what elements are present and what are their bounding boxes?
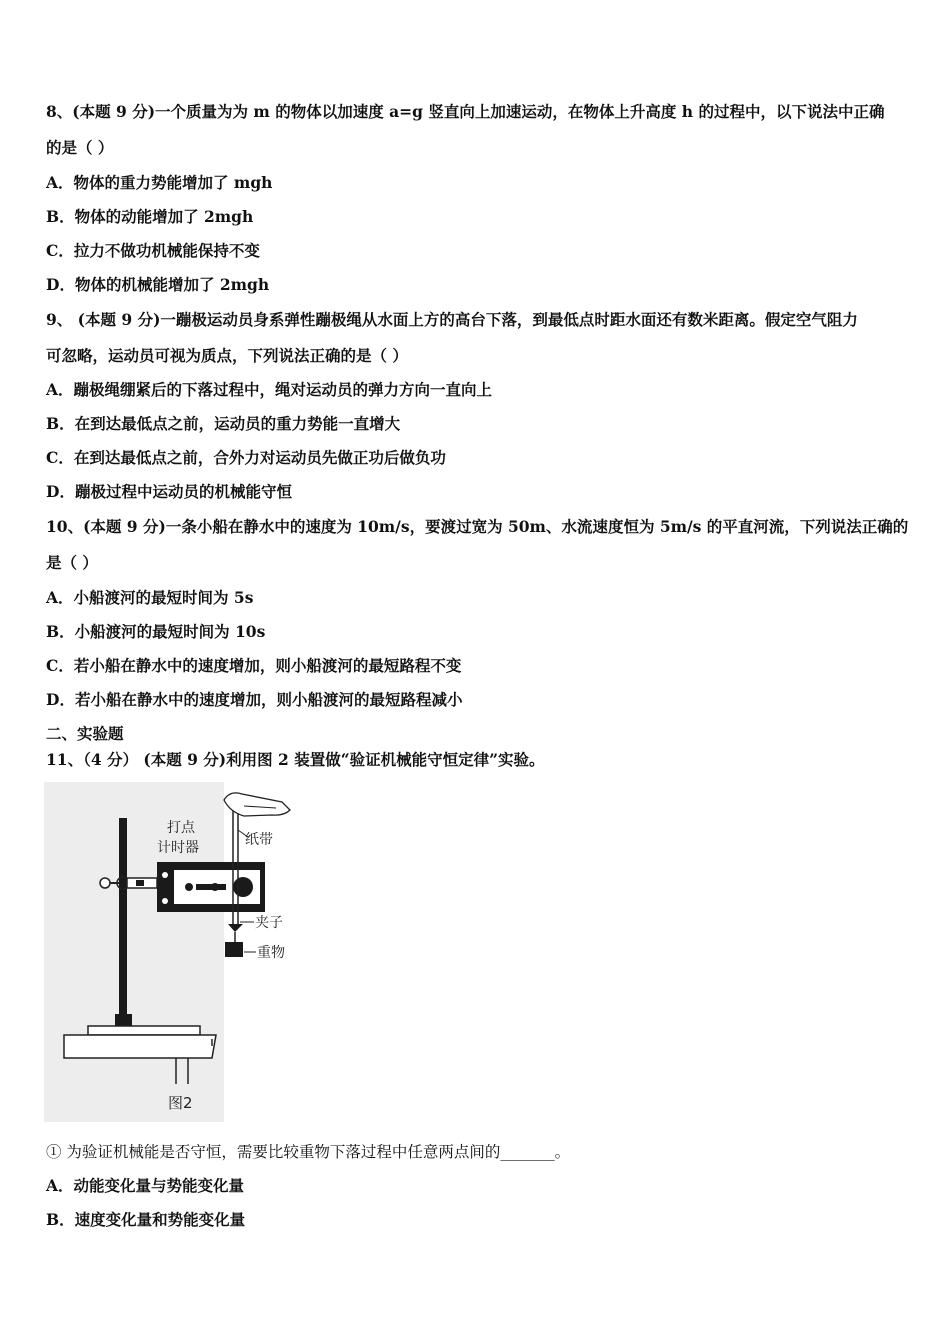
q8-option-d: D．物体的机械能增加了 2mgh: [46, 275, 270, 294]
q10-option-a: A．小船渡河的最短时间为 5s: [46, 588, 254, 607]
stand-base-clamp: [115, 1014, 132, 1027]
clamp-knob: [100, 878, 110, 888]
q8-option-c: C．拉力不做功机械能保持不变: [46, 241, 260, 260]
q10-option-b: B．小船渡河的最短时间为 10s: [46, 622, 266, 641]
clip: [228, 924, 243, 932]
q8-stem-line2: 的是（ ）: [46, 138, 114, 157]
label-timer-2: 计时器: [157, 840, 199, 856]
q9-stem-line1: 9、 (本题 9 分)一蹦极运动员身系弹性蹦极绳从水面上方的高台下落，到最低点时距水面还有数米距离。假定空气阻力: [46, 310, 858, 329]
q9-option-b: B．在到达最低点之前，运动员的重力势能一直增大: [46, 414, 401, 433]
hand: [224, 793, 290, 816]
stand-pole: [119, 818, 127, 1026]
experiment-apparatus-figure: [44, 782, 285, 1122]
label-weight: 重物: [257, 945, 285, 961]
q9-option-d: D．蹦极过程中运动员的机械能守恒: [46, 482, 292, 501]
q11-sub1: ① 为验证机械能是否守恒，需要比较重物下落过程中任意两点间的_______。: [46, 1143, 571, 1161]
q11-option-a: A．动能变化量与势能变化量: [46, 1176, 245, 1195]
q10-stem-line1: 10、(本题 9 分)一条小船在静水中的速度为 10m/s，要渡过宽为 50m、水流速度恒为 5m/s 的平直河流，下列说法正确的: [46, 517, 909, 536]
q8-option-a: A．物体的重力势能增加了 mgh: [46, 173, 273, 192]
section-heading: 二、实验题: [46, 724, 124, 743]
figure-caption: 图2: [168, 1094, 193, 1112]
table-top: [64, 1035, 216, 1058]
q9-stem-line2: 可忽略，运动员可视为质点，下列说法正确的是（ ）: [46, 346, 408, 365]
q8-stem-line1: 8、(本题 9 分)一个质量为为 m 的物体以加速度 a=g 竖直向上加速运动，在物体上升高度 h 的过程中，以下说法中正确: [46, 102, 885, 121]
label-clip: 夹子: [255, 915, 283, 931]
weight-block: [225, 942, 243, 957]
q8-option-b: B．物体的动能增加了 2mgh: [46, 207, 254, 226]
table-block: [88, 1026, 200, 1035]
figure-background: [44, 782, 224, 1122]
label-tape: 纸带: [245, 832, 273, 848]
q10-option-d: D．若小船在静水中的速度增加，则小船渡河的最短路程减小: [46, 690, 463, 709]
label-timer-1: 打点: [167, 820, 195, 836]
timer-coil: [233, 877, 253, 897]
q10-option-c: C．若小船在静水中的速度增加，则小船渡河的最短路程不变: [46, 656, 462, 675]
q11-stem: 11、（4 分） (本题 9 分)利用图 2 装置做“验证机械能守恒定律”实验。: [46, 750, 545, 769]
q10-stem-line2: 是（ ）: [46, 553, 98, 572]
q9-option-a: A．蹦极绳绷紧后的下落过程中，绳对运动员的弹力方向一直向上: [46, 380, 493, 399]
q9-option-c: C．在到达最低点之前，合外力对运动员先做正功后做负功: [46, 448, 446, 467]
q11-option-b: B．速度变化量和势能变化量: [46, 1210, 246, 1229]
